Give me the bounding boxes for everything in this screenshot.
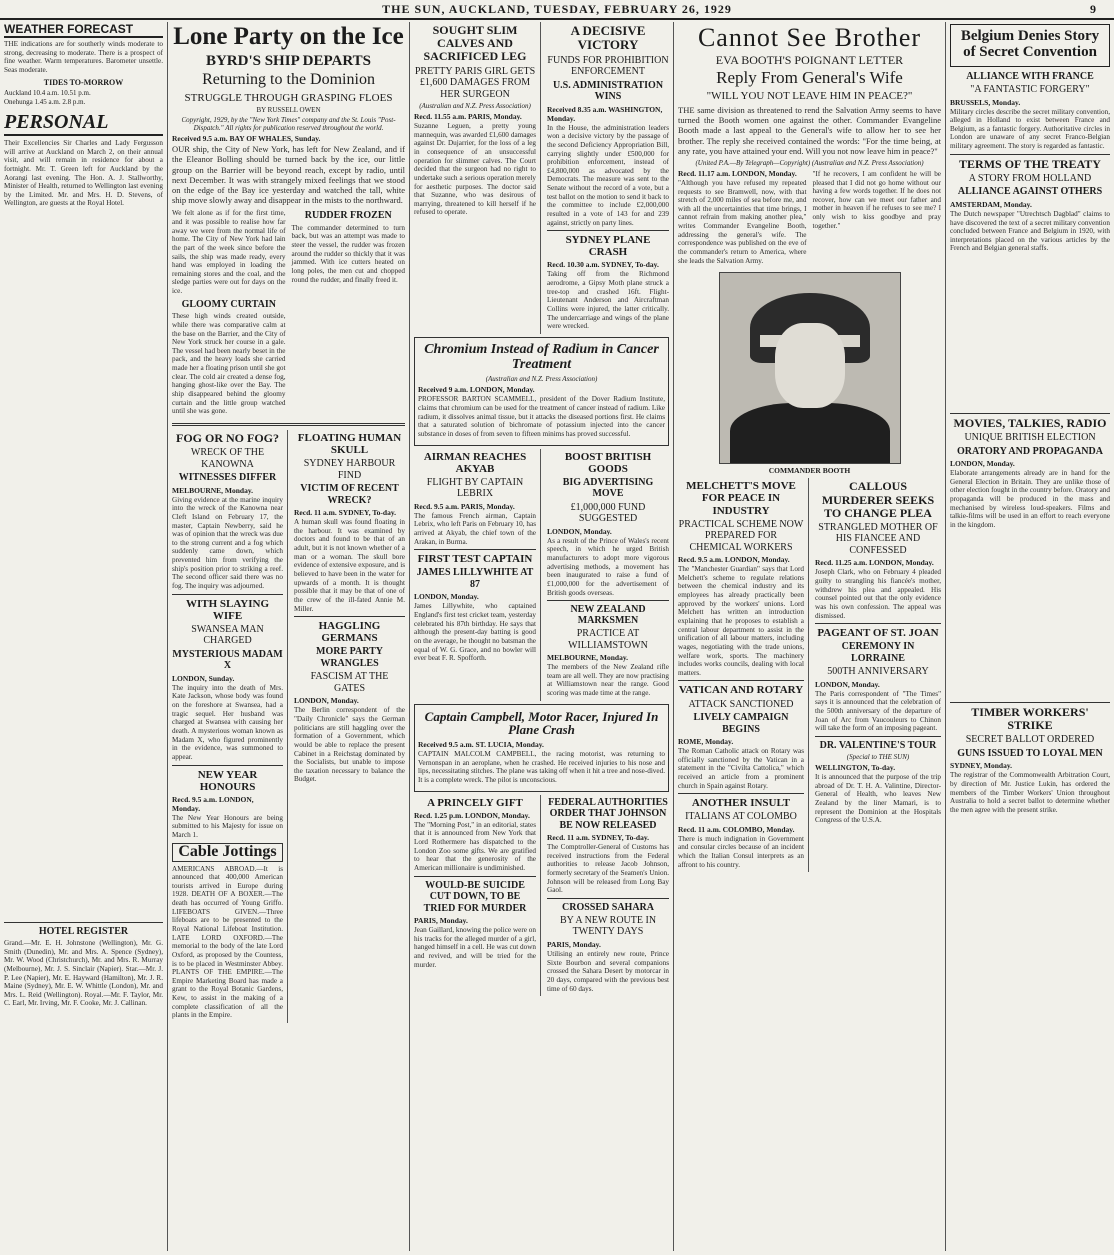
belgium-subhead-2: "A FANTASTIC FORGERY": [970, 84, 1090, 95]
byline: BY RUSSELL OWEN: [256, 106, 321, 115]
divider: [950, 154, 1110, 155]
tides-title: TIDES TO-MORROW: [43, 77, 124, 87]
marksmen-dateline: MELBOURNE, Monday.: [547, 653, 629, 663]
weather-forecast-text: THE indications are for southerly winds moderate to strong, decreasing to moderate. There is a prospect of fine weather. Warm temperatures. Barometer unsettle. Seas moderate.: [4, 40, 163, 74]
divider: [414, 549, 536, 550]
new-year-body: The New Year Honours are being submitted to his Majesty for issue on March 1.: [172, 813, 283, 840]
terms-headline: TERMS OF THE TREATY: [959, 156, 1101, 171]
vatican-dateline: ROME, Monday.: [678, 737, 734, 747]
chromium-dateline: Received 9 a.m. LONDON, Monday.: [418, 385, 535, 395]
fog-headline: FOG OR NO FOG?: [176, 430, 279, 445]
rudder-frozen-subhead: RUDDER FROZEN: [304, 210, 392, 222]
federal-headline: FEDERAL AUTHORITIES ORDER THAT JOHNSON BE NOW RELEASED: [548, 796, 668, 831]
copyright-credit: Copyright, 1929, by the "New York Times" company and the St. Louis "Post-Dispatch." All rights for publication reserved throughout the world.: [181, 116, 396, 133]
photo-caption: COMMANDER BOOTH: [768, 466, 851, 476]
divider: [815, 736, 941, 737]
chromium-headline: Chromium Instead of Radium in Cancer Treatment: [424, 341, 659, 372]
belgium-box: [950, 24, 1110, 67]
booth-body-2: "If he recovers, I am confident he will be pleased that I did not go home without our having a few words together. If he does not recover, how can we meet our father and mother in heaven if he refuses to see me? I only wish to kiss goodbye and pray together.": [812, 169, 941, 230]
slim-calves-headline: SOUGHT SLIM CALVES AND SACRIFICED LEG: [423, 23, 527, 64]
melchett-body: The "Manchester Guardian" says that Lord Melchett's scheme to regulate relations between the chemical industry and its employees has already practically been approved by the workers' unions. Lord Melchett has written an introduction explaining that he proposes to establish a central labour department to assist in the unification of all labour matters, including wages, negotiating with the trade unions, welfare work, sports. The machinery includes works councils, dealing with local matters.: [678, 565, 804, 677]
decisive-victory-subhead: FUNDS FOR PROHIBITION ENFORCEMENT: [547, 54, 669, 78]
column-2: [168, 22, 410, 1251]
masthead-title: THE SUN, AUCKLAND, TUESDAY, FEBRUARY 26, 1929: [382, 2, 732, 16]
divider: [547, 230, 669, 231]
suicide-headline: WOULD-BE SUICIDE CUT DOWN, TO BE TRIED FOR MURDER: [423, 879, 527, 914]
melchett-dateline: Recd. 9.5 a.m. LONDON, Monday.: [678, 555, 790, 565]
column-3: [410, 22, 674, 1251]
princely-gift-dateline: Recd. 1.25 p.m. LONDON, Monday.: [414, 810, 530, 820]
floating-skull-headline: FLOATING HUMAN SKULL: [297, 431, 402, 456]
terms-subhead-2: ALLIANCE AGAINST OTHERS: [957, 186, 1103, 198]
princely-gift-body: The "Morning Post," in an editorial, states that it is announced from New York that Lord Rothermere has dispatched to the London Zoo some gifts. We are gratified to hear that the generosity of the American millionaire is undiminished.: [414, 820, 536, 872]
vatican-subhead: ATTACK SANCTIONED: [688, 698, 794, 710]
akyab-headline: AIRMAN REACHES AKYAB: [423, 450, 527, 475]
decisive-victory-subhead-2: U.S. ADMINISTRATION WINS: [552, 79, 664, 103]
chromium-credit: (Australian and N.Z. Press Association): [485, 375, 598, 384]
callous-murderer-subhead: STRANGLED MOTHER OF HIS FIANCEE AND CONFESSED: [818, 521, 938, 556]
suicide-dateline: PARIS, Monday.: [414, 916, 468, 926]
slaying-dateline: LONDON, Sunday.: [172, 673, 235, 683]
slaying-body: The inquiry into the death of Mrs. Kate Jackson, whose body was found on the foreshore at Swansea, had a tragic sequel. Her husband was charged at Swansea with causing her death. A mysterious woman known as Madam X, who figured prominently in the evidence, was summoned to appear.: [172, 683, 283, 761]
federal-body: The Comptroller-General of Customs has received instructions from the Federal authorities to release Jacob Johnson, formerly secretary of the Seamen's Union. Johnson will be released from Long Bay Gaol.: [547, 843, 669, 895]
st-joan-subhead: CEREMONY IN LORRAINE: [841, 641, 915, 664]
cable-jottings-body: AMERICANS ABROAD.—It is announced that 400,000 American tourists arrived in Europe during 1928. DEATH OF A BOXER.—The death has occurred of Young Griffo. LIFEBOATS GIVEN.—Three lifeboats are to be presented to the Royal National Lifeboat Institution. LATE LORD OXFORD.—The memorial to the body of the late Lord Oxford, as proposed by the Countess, is to be placed in Westminster Abbey. PLANTS OF THE EMPIRE.—The Empire Marketing Board has made a grant to the Royal Botanic Gardens, Kew, to assist in the making of a complete classification of all the plants in the Empire.: [172, 864, 283, 1020]
boost-british-dateline: LONDON, Monday.: [547, 526, 612, 536]
vatican-body: The Roman Catholic attack on Rotary was officially sanctioned by the Vatican in a statement in the "Civilta Cattolica," which received an article from a prominent church in Spain against Rotary.: [678, 747, 804, 790]
akyab-subhead: FLIGHT BY CAPTAIN LEBRIX: [426, 476, 524, 500]
slaying-headline: WITH SLAYING WIFE: [185, 597, 270, 622]
first-test-subhead: JAMES LILLYWHITE AT 87: [416, 567, 534, 590]
timber-body: The registrar of the Commonwealth Arbitration Court, by direction of Mr. Justice Lukin, has ordered the members of the Timber Workers' Union throughout Australia to hold a secret ballot to determine whether the men agree with the present strike.: [950, 771, 1110, 815]
timber-subhead-2: GUNS ISSUED TO LOYAL MEN: [957, 747, 1103, 759]
decisive-victory-body: In the House, the administration leaders won a decisive victory by the passage of the second Deficiency Appropriation Bill, carrying slightly under £500,000 for prohibition enforcement, instead of £4,800,000 as advocated by the Democrats. The measure was sent to the Senate without the record of a vote, but a test ballot on the motion to send it back to the committee to include £2,000,000 resulted in a vote of 143 for and 239 against, strictly on party lines.: [547, 123, 669, 227]
another-insult-headline: ANOTHER INSULT: [691, 797, 791, 810]
divider: [172, 423, 405, 426]
commander-booth-photo: [719, 272, 901, 464]
sydney-plane-body: Taking off from the Richmond aerodrome, a Gipsy Moth plane struck a tree-top and crashed 16ft. Flight-Lieutenant Anderson and Aircraftman Collins were injured, the latter critically. The undercarriage and wings of the plane were wrecked.: [547, 270, 669, 331]
vatican-headline: VATICAN AND ROTARY: [678, 684, 804, 697]
haggling-germans-headline: HAGGLING GERMANS: [318, 620, 381, 645]
valentine-dateline: WELLINGTON, To-day.: [815, 763, 896, 773]
fog-dateline: MELBOURNE, Monday.: [172, 485, 254, 495]
st-joan-body: The Paris correspondent of "The Times" says it is announced that the celebration of the 500th anniversary of the departure of Joan of Arc from Vaucouleurs to Chinon will take the form of an imposing pageant.: [815, 689, 941, 733]
tides-auckland: Auckland 10.4 a.m. 10.51 p.m.: [4, 88, 91, 97]
fog-body: Giving evidence at the marine inquiry into the wreck of the Kanowna near Cleft Island on February 17, the master, Captain Newberry, said he was of opinion that the wreck was due to the strong current and a fog which suddenly came down, which prevented him from verifying the ship's position prior to striking a reef. The second officer said there was no fog. The inquiry was adjourned.: [172, 495, 283, 590]
eva-booth-subhead: EVA BOOTH'S POIGNANT LETTER: [715, 53, 904, 68]
campbell-body: CAPTAIN MALCOLM CAMPBELL, the racing motorist, was returning to Vernonspan in an aeroplane, when he crashed. He received injuries to his nose and lips, necessitating stitches. The plane was taking off when it hit a tree and nose-dived. It is a complete wreck. The pilot is unconscious.: [418, 750, 665, 784]
marksmen-body: The members of the New Zealand rifle team are all well. They are now practising at Williamstown near the range. Good scoring was made time at the range.: [547, 663, 669, 698]
column-5: [946, 22, 1114, 1251]
sahara-body: Utilising an entirely new route, Prince Sixte Bourbon and several companions crossed the Sahara Desert by motorcar in 20 days, compared with the previous best time of 60 days.: [547, 949, 669, 993]
new-year-dateline: Recd. 9.5 a.m. LONDON, Monday.: [172, 794, 254, 813]
marksmen-subhead: PRACTICE AT WILLIAMSTOWN: [568, 628, 648, 651]
divider: [414, 876, 536, 877]
terms-dateline: AMSTERDAM, Monday.: [950, 199, 1032, 209]
booth-dateline: Recd. 11.17 a.m. LONDON, Monday.: [678, 168, 797, 178]
callous-murderer-body: Joseph Clark, who on February 4 pleaded guilty to strangling his fiancée's mother, withdrew his plea and appealed. His counsel pointed out that the only evidence was his own confession. The appeal was dismissed.: [815, 568, 941, 620]
haggling-body: The Berlin correspondent of the "Daily Chronicle" says the German politicians are still haggling over the formation of a Government, which would be able to replace the present Cabinet in a Reichstag dominated by the Socialists, but unable to impose the taxation necessary to balance the Budget.: [294, 706, 405, 784]
divider: [547, 600, 669, 601]
movies-subhead-2: ORATORY AND PROPAGANDA: [957, 445, 1103, 457]
slim-calves-dateline: Recd. 11.55 a.m. PARIS, Monday.: [414, 112, 522, 122]
divider: [815, 623, 941, 624]
timber-dateline: SYDNEY, Monday.: [950, 761, 1013, 771]
page-number: 9: [1090, 2, 1096, 16]
movies-body: Elaborate arrangements already are in hand for the General Election in Britain. They are unlike those of other election fought in the country before. Oratory and propaganda will be produced in the mass and mechanised by wireless loud-speakers. Films and talkie-films will be used in an effort to reach everyone in the kingdom.: [950, 469, 1110, 529]
slim-calves-credit: (Australian and N.Z. Press Association): [419, 102, 531, 111]
belgium-headline: Belgium Denies Story of Secret Convention: [960, 28, 1100, 60]
fog-subhead: WRECK OF THE KANOWNA: [190, 447, 265, 470]
slim-calves-subhead: PRETTY PARIS GIRL GETS £1,600 DAMAGES FROM HER SURGEON: [414, 65, 536, 100]
lone-party-headline: Lone Party on the Ice: [173, 23, 404, 50]
movies-dateline: LONDON, Monday.: [950, 459, 1015, 469]
valentine-credit: (Special to THE SUN): [846, 753, 910, 762]
column-4: [674, 22, 946, 1251]
weather-forecast-title: WEATHER FORECAST: [4, 22, 163, 38]
lone-party-body-3: These high winds created outside, while there was comparative calm at the base on the Barrier, and the City of New York struck her course in a gale. The vessel had been nearly beset in the pack, and the heavy loads she carried made her a floating prison until she got clear. The cold air created a dense fog, hanging ghost-like over the Bay. The ship disappeared behind the gloomy curtain and the little group watched until she was gone.: [172, 312, 286, 416]
another-insult-subhead: ITALIANS AT COLOMBO: [685, 811, 797, 823]
marksmen-headline: NEW ZEALAND MARKSMEN: [570, 604, 646, 627]
movies-subhead: UNIQUE BRITISH ELECTION: [964, 432, 1096, 444]
suicide-body: Jean Gaillard, knowing the police were on his tracks for the alleged murder of a girl, hanged himself in a cell. He was cut down and revived, and will be tried for the murder.: [414, 926, 536, 969]
timber-headline: TIMBER WORKERS' STRIKE: [971, 705, 1089, 733]
column-1: [0, 22, 168, 1251]
floating-skull-subhead: SYDNEY HARBOUR FIND: [303, 458, 396, 481]
personal-title: PERSONAL: [4, 111, 163, 136]
first-test-headline: FIRST TEST CAPTAIN: [417, 553, 533, 566]
gloomy-curtain-subhead: GLOOMY CURTAIN: [181, 298, 276, 310]
lone-party-subhead-3: STRUGGLE THROUGH GRASPING FLOES: [184, 91, 393, 104]
first-test-body: James Lillywhite, who captained England's first test cricket team, yesterday celebrated his 87th birthday. He says that although the present-day batting is good on the average, he thought no batsman the equal of W. G. Grace, and no bowler will ever beat F. R. Spofforth.: [414, 602, 536, 663]
personal-text: Their Excellencies Sir Charles and Lady Fergusson will arrive at Auckland on March 2, on their annual visit, and will remain in residence for about a fortnight. Mr. T. Green left for Auckland by the Aorangi last evening. The Hon. A. J. Stallworthy, Minister of Health, returned to Wellington last evening by the Limited. Mr. and Mrs. H. D. Stevens, of Wellington, are guests at the Royal Hotel.: [4, 138, 163, 208]
tides-onehunga: Onehunga 1.45 a.m. 2.8 p.m.: [4, 97, 86, 106]
slaying-subhead: SWANSEA MAN CHARGED: [191, 623, 264, 647]
akyab-body: The famous French airman, Captain Lebrix, who left Paris on February 10, has arrived at Akyab, the chief town of the Arakan, in Burma.: [414, 511, 536, 546]
boost-british-subhead: BIG ADVERTISING MOVE: [562, 476, 654, 500]
movies-headline: MOVIES, TALKIES, RADIO: [953, 415, 1107, 430]
boost-british-body: As a result of the Prince of Wales's recent speech, in which he urged British manufacturers to adopt more vigorous advertising methods, a movement has been inaugurated to raise a fund of £1,000,000 for the advertisement of British goods overseas.: [547, 536, 669, 597]
divider: [4, 922, 163, 923]
sydney-plane-dateline: Recd. 10.30 a.m. SYDNEY, To-day.: [547, 260, 659, 270]
floating-skull-dateline: Recd. 11 a.m. SYDNEY, To-day.: [294, 508, 397, 518]
booth-credit: (United P.A.—By Telegraph—Copyright) (Australian and N.Z. Press Association): [695, 158, 924, 167]
vatican-subhead-2: LIVELY CAMPAIGN BEGINS: [693, 712, 789, 735]
divider: [172, 765, 283, 766]
boost-british-subhead-2: £1,000,000 FUND SUGGESTED: [570, 501, 646, 525]
sahara-dateline: PARIS, Monday.: [547, 939, 601, 949]
sydney-plane-headline: SYDNEY PLANE CRASH: [565, 234, 651, 259]
st-joan-dateline: LONDON, Monday.: [815, 679, 880, 689]
divider: [950, 413, 1110, 414]
haggling-subhead-2: FASCISM AT THE GATES: [310, 671, 389, 694]
lone-party-body-1: OUR ship, the City of New York, has left for New Zealand, and if the Eleanor Bolling should be turned back by the ice, our little group on the Barrier will be beyond reach, except by radio, until next December. It was with strangely mixed feelings that we stood on the edge of the Bay ice yesterday and watched the tall, white ship move slowly away and disappear in the mists to the northward.: [172, 144, 405, 206]
reply-subhead: Reply From General's Wife: [716, 68, 903, 88]
slaying-subhead-2: MYSTERIOUS MADAM X: [172, 648, 283, 672]
divider: [294, 616, 405, 617]
hotel-register-text: Grand.—Mr. E. H. Johnstone (Wellington), Mr. G. Smith (Dunedin), Mr. and Mrs. A. Spence (Sydney), Mr. W. Wood (Christchurch), Mr. and Mrs. R. Murray (Melbourne), Mr. J. S. Sinclair (Napier). Star.—Mr. J. P. Lee (Napier), Mr. E. Hayward (Hamilton), Mr. J. R. Maine (Sydney), Mr. E. W. Whittle (London), Mr. and Mrs. L. Reid (Wellington). Royal.—Mr. F. Taylor, Mr. C. Earl, Mr. Irving, Mr. F. Cooke, Mr. J. Callinan.: [4, 938, 163, 1008]
decisive-victory-dateline: Received 8.35 a.m. WASHINGTON, Monday.: [547, 104, 663, 123]
masthead: [0, 0, 1114, 20]
akyab-dateline: Recd. 9.5 a.m. PARIS, Monday.: [414, 501, 515, 511]
belgium-subhead: ALLIANCE WITH FRANCE: [966, 70, 1094, 82]
another-insult-body: There is much indignation in Government and consular circles because of an incident which the Italian Consul interprets as an affront to his country.: [678, 834, 804, 869]
cable-jottings-headline: Cable Jottings: [172, 843, 283, 862]
st-joan-headline: PAGEANT OF ST. JOAN: [817, 627, 939, 640]
campbell-headline: Captain Campbell, Motor Racer, Injured In Plane Crash: [424, 708, 659, 738]
callous-murderer-headline: CALLOUS MURDERER SEEKS TO CHANGE PLEA: [821, 479, 935, 520]
valentine-body: It is announced that the purpose of the trip abroad of Dr. T. H. A. Valintine, Director-General of Health, who leaves New Zealand by the liner Mamari, is to represent the Dominion at the Hospitals Congress of the U.S.A.: [815, 773, 941, 825]
terms-body: The Dutch newspaper "Utrechtsch Dagblad" claims to have discovered the text of a secret military convention concluded between France and Belgium in 1920, with interpretations placed on the various articles by the French and Belgian general staffs.: [950, 209, 1110, 253]
divider: [172, 594, 283, 595]
boost-british-headline: BOOST BRITISH GOODS: [564, 450, 652, 475]
lone-party-dateline: Received 9.5 a.m. BAY OF WHALES, Sunday.: [172, 134, 321, 144]
divider: [950, 702, 1110, 703]
divider: [547, 898, 669, 899]
melchett-headline: MELCHETT'S MOVE FOR PEACE IN INDUSTRY: [686, 480, 796, 517]
campbell-dateline: Received 9.5 a.m. ST. LUCIA, Monday.: [418, 740, 544, 750]
haggling-dateline: LONDON, Monday.: [294, 696, 359, 706]
new-year-headline: NEW YEAR HONOURS: [197, 768, 258, 793]
federal-dateline: Recd. 11 a.m. SYDNEY, To-day.: [547, 833, 650, 843]
lone-party-subhead: BYRD'S SHIP DEPARTS: [205, 53, 372, 70]
floating-skull-body: A human skull was found floating in the harbour. It was examined by doctors and found to be that of an adult, but it is not known whether of a man or a woman. The skull bore evidence of extensive exposure, and is believed to have been in the water for upwards of a month. It is thought possible that it may be that of one of the crew of the ill-fated Annie M. Miller.: [294, 518, 405, 613]
slim-calves-body: Suzanne Leguen, a pretty young mannequin, was awarded £1,600 damages against Dr. Dujarrier, for the loss of a leg in consequence of an unsuccessful operation for slimmer calves. The Court decided that the surgeon had no right to undertake such a serious operation merely for aesthetic purposes. The doctor said that Suzanne, who was desirous of marrying, threatened to kill herself if he refused to operate.: [414, 122, 536, 217]
sahara-headline: CROSSED SAHARA: [562, 901, 654, 913]
princely-gift-headline: A PRINCELY GIFT: [427, 796, 523, 809]
st-joan-subhead-2: 500TH ANNIVERSARY: [827, 666, 929, 678]
belgium-dateline: BRUSSELS, Monday.: [950, 97, 1021, 107]
valentine-headline: DR. VALENTINE'S TOUR: [819, 740, 937, 752]
booth-intro: THE same division as threatened to rend the Salvation Army seems to have turned the Booth women one against the other. Commander Evangeline Booth made a last appeal to the General's wife to allow her to see her brother. The reply she received contained the words: "For the time being, at any rate, you have attained your end. Will you not now leave him in peace?": [678, 104, 941, 156]
decisive-victory-headline: A DECISIVE VICTORY: [570, 23, 646, 53]
divider: [678, 680, 804, 681]
terms-subhead: A STORY FROM HOLLAND: [968, 172, 1092, 184]
callous-murderer-dateline: Recd. 11.25 a.m. LONDON, Monday.: [815, 558, 934, 568]
sahara-subhead: BY A NEW ROUTE IN TWENTY DAYS: [559, 914, 657, 938]
lone-party-body-2: We felt alone as if for the first time, and it was possible to realise how far away we were from the normal life of home. The City of New York had lain the part of the week since before the sails, the ship was made ready, every hand was employed in loading the remaining stores and the coal, and the sledge parties were out for days on the ice.: [172, 209, 286, 296]
lone-party-body-4: The commander determined to turn back, but was an attempt was made to steer the vessel, the rudder was frozen around the rudder so thickly that it was jammed. With ice cutters heated on long poles, the men cut and chopped round the rudder, and finally freed it.: [291, 223, 405, 284]
another-insult-dateline: Recd. 11 a.m. COLOMBO, Monday.: [678, 824, 795, 834]
cannot-see-brother-headline: Cannot See Brother: [697, 23, 922, 52]
belgium-body: Military circles describe the secret military convention, alleged in Holland to exist between France and Belgium, as a fantastic forgery. Authoritative circles in London are unaware of any secret Franco-Belgian military agreement. The story is regarded as fantastic.: [950, 107, 1110, 151]
haggling-subhead: MORE PARTY WRANGLES: [316, 646, 383, 669]
lone-party-subhead-2: Returning to the Dominion: [202, 70, 375, 88]
chromium-body: PROFESSOR BARTON SCAMMELL, president of the Dover Radium Institute, claims that chromium can be used for the treatment of cancer instead of radium. Like radium, it dissolves animal tissue, but it attacks the diseased portions first. He claims that a saturated solution of bichromate of potassium injected into the cancer substance in doses of from seven to fifteen minims has proved successful.: [418, 395, 665, 438]
fog-subhead-2: WITNESSES DIFFER: [178, 472, 277, 484]
floating-skull-subhead-2: VICTIM OF RECENT WRECK?: [300, 483, 399, 506]
booth-body: "Although you have refused my repeated requests to see Bramwell, now, with that stretch of 2,000 miles of sea before me, and with all the uncertainties that time brings, I cannot refrain from making another plea," writes Commander Evangeline Booth, addressing the general's wife. The correspondence was published on the eve of the commander's return to America, where she leads the Salvation Army.: [678, 178, 807, 265]
divider: [678, 793, 804, 794]
timber-subhead: SECRET BALLOT ORDERED: [965, 734, 1095, 746]
hotel-register-title: HOTEL REGISTER: [38, 925, 129, 937]
melchett-subhead: PRACTICAL SCHEME NOW PREPARED FOR CHEMICAL WORKERS: [678, 518, 804, 553]
leave-in-peace-subhead: "WILL YOU NOT LEAVE HIM IN PEACE?": [706, 90, 913, 103]
first-test-dateline: LONDON, Monday.: [414, 592, 479, 602]
